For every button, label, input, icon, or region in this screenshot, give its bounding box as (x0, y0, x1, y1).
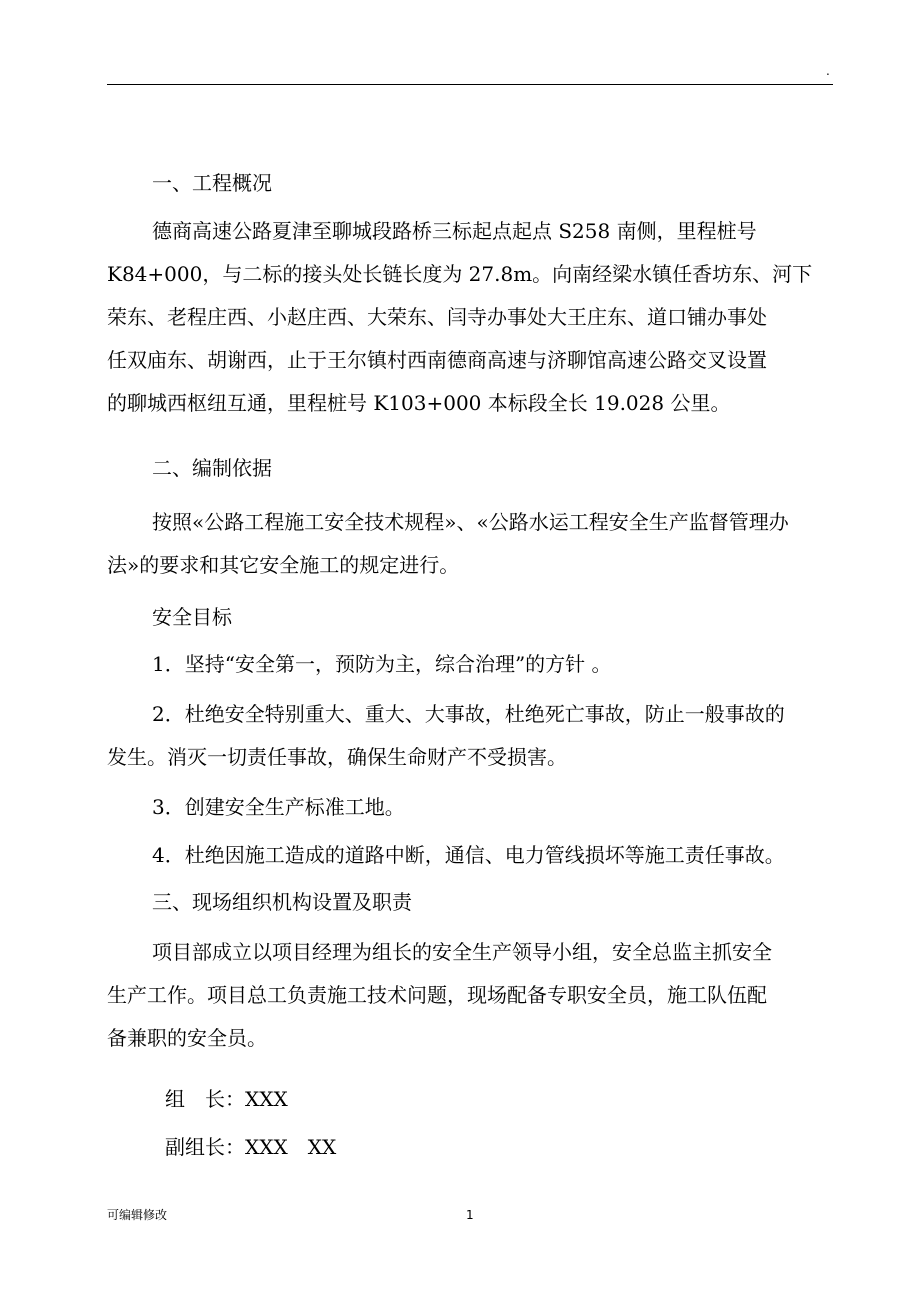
paragraph-line: 发生。消灭一切责任事故，确保生命财产不受损害。 (107, 745, 567, 769)
goal-item-4: 4．杜绝因施工造成的道路中断，通信、电力管线损坏等施工责任事故。 (152, 843, 785, 867)
goal-item-2 (107, 693, 835, 779)
goal-item-1: 1．坚持“安全第一，预防为主，综合治理”的方针 。 (152, 652, 612, 676)
section-3-heading: 三、现场组织机构设置及职责 (152, 890, 412, 914)
header-rule (107, 84, 833, 85)
page-number: 1 (466, 1208, 474, 1222)
leader-line: 组 长：XXX (165, 1087, 288, 1111)
footer-note: 可编辑修改 (107, 1208, 168, 1222)
paragraph-line: 任双庙东、胡谢西，止于王尔镇村西南德商高速与济聊馆高速公路交叉设置 (107, 348, 767, 372)
section-2-heading: 二、编制依据 (152, 456, 272, 480)
paragraph-line: 备兼职的安全员。 (107, 1026, 267, 1050)
paragraph-line: 法»的要求和其它安全施工的规定进行。 (107, 553, 460, 577)
paragraph-line: 的聊城西枢纽互通，里程桩号 K103+000 本标段全长 19.028 公里。 (107, 391, 731, 415)
section-2-paragraph (107, 501, 835, 587)
paragraph-line: K84+000，与二标的接头处长链长度为 27.8m。向南经梁水镇任香坊东、河下 (107, 262, 813, 286)
paragraph-line: 2．杜绝安全特别重大、重大、大事故，杜绝死亡事故，防止一般事故的 (152, 702, 785, 726)
paragraph-line: 项目部成立以项目经理为组长的安全生产领导小组，安全总监主抓安全 (152, 940, 772, 964)
paragraph-line: 按照«公路工程施工安全技术规程»、«公路水运工程安全生产监督管理办 (152, 510, 789, 534)
section-3-paragraph (107, 931, 835, 1060)
header-mark: . (826, 64, 830, 78)
paragraph-line: 生产工作。项目总工负责施工技术问题，现场配备专职安全员，施工队伍配 (107, 983, 767, 1007)
safety-goal-heading: 安全目标 (152, 605, 232, 629)
vice-leader-line: 副组长：XXX XX (165, 1135, 337, 1159)
goal-item-3: 3．创建安全生产标准工地。 (152, 795, 405, 819)
paragraph-line: 荣东、老程庄西、小赵庄西、大荣东、闫寺办事处大王庄东、道口铺办事处 (107, 305, 767, 329)
paragraph-line: 德商高速公路夏津至聊城段路桥三标起点起点 S258 南侧，里程桩号 (152, 219, 757, 243)
section-1-paragraph (107, 210, 835, 425)
section-1-heading: 一、工程概况 (152, 171, 272, 195)
